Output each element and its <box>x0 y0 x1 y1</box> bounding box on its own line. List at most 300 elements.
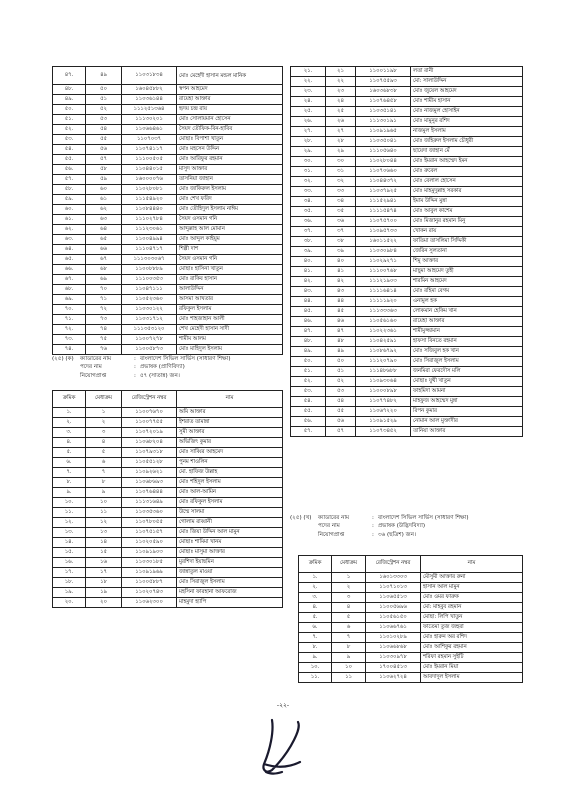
serial-cell: ৪. <box>53 438 86 448</box>
registration-cell: ১১০৬৮২০৪ <box>122 438 177 448</box>
table-row <box>53 325 283 335</box>
table-row <box>291 67 523 77</box>
header-registration: রেজিস্ট্রেশন নম্বর <box>366 556 421 573</box>
registration-cell: ১১১৫২৯৪১ <box>356 197 411 207</box>
table-row <box>53 598 283 608</box>
header-registration: রেজিস্ট্রেশন নম্বর <box>122 391 177 408</box>
merit-cell: ৫০ <box>326 357 356 367</box>
serial-cell: ৪. <box>299 603 332 613</box>
post-key: পদের নাম <box>318 523 340 530</box>
table-row <box>53 448 283 458</box>
merit-cell: ৪৩ <box>326 287 356 297</box>
serial-cell: ৫৭. <box>291 427 326 437</box>
name-cell: নোমান আল মুক্তাদীর <box>411 417 523 427</box>
serial-cell: ৩৭. <box>291 227 326 237</box>
table-row <box>53 468 283 478</box>
registration-cell: ১১০০৭৭৫৫ <box>122 418 177 428</box>
section-b-info <box>290 514 530 539</box>
serial-cell: ৫২. <box>291 377 326 387</box>
serial-cell: ২১. <box>291 67 326 77</box>
serial-cell: ৭. <box>299 633 332 643</box>
registration-cell: ১১০৫৫১২৮ <box>122 458 177 468</box>
table-row <box>299 653 523 663</box>
table-body <box>299 573 523 683</box>
merit-cell: ৫৩ <box>326 387 356 397</box>
name-cell: হৃদয় চন্দ্র রায় <box>177 105 283 115</box>
name-cell: মোঃ হারুন অর রশিদ <box>421 633 523 643</box>
merit-cell: ৩৪ <box>326 197 356 207</box>
registration-cell: ১১০৭৫৭০০ <box>356 217 411 227</box>
registration-cell: ১১১৩৫৩১২০ <box>122 325 177 335</box>
merit-cell: ১২ <box>86 518 122 528</box>
serial-cell: ৪৩. <box>291 287 326 297</box>
table-row <box>291 267 523 277</box>
name-cell: ইশরাত তামান্না <box>177 418 283 428</box>
table-row <box>53 295 283 305</box>
name-cell: মোঃ মাহিদুল ইসলাম <box>177 345 283 355</box>
name-cell: সৈয়দ ওসমান গনি <box>177 255 283 265</box>
merit-cell: ৭০ <box>86 285 122 295</box>
table-row <box>53 255 283 265</box>
separator: : <box>134 356 136 362</box>
serial-cell: ৩১. <box>291 167 326 177</box>
registration-cell: ১১০০৫৮৭৩ <box>122 345 177 355</box>
serial-cell: ৩৪. <box>291 197 326 207</box>
name-cell: মোছাঃ যুথী খাতুন <box>411 377 523 387</box>
merit-cell: ৭৬ <box>86 345 122 355</box>
serial-cell: ৩৯. <box>291 247 326 257</box>
registration-cell: ১১০৮৬৭৯২ <box>356 347 411 357</box>
table-row <box>291 297 523 307</box>
merit-list-table-continuation-right <box>290 66 523 437</box>
merit-cell: ৩৫ <box>326 207 356 217</box>
name-cell: মোঃ শাহজাহান আলী <box>177 315 283 325</box>
table-row <box>291 327 523 337</box>
name-cell: মোঃ তৌহিদুল ইসলাম নাঈম <box>177 205 283 215</box>
serial-cell: ৩. <box>53 428 86 438</box>
name-cell: জান্নাতুল মাওয়া <box>177 568 283 578</box>
registration-cell: ১১০০৫৬৯৬ <box>366 603 421 613</box>
registration-cell: ১১০২২৩৬১ <box>356 327 411 337</box>
serial-cell: ৭৪. <box>53 345 86 355</box>
name-cell: মাহফুজ আহম্মেদ মুন্না <box>411 397 523 407</box>
name-cell: মোঃ রুবেল <box>411 167 523 177</box>
name-cell: মাসুদ আক্তার <box>177 165 283 175</box>
table-row <box>53 428 283 438</box>
name-cell: আসমা আখতার <box>177 295 283 305</box>
registration-cell: ১১১৪৮৬৮৮ <box>356 367 411 377</box>
table-row <box>53 458 283 468</box>
registration-cell: ১১০৫৬১৫০ <box>366 613 421 623</box>
merit-list-table-continuation-left <box>52 66 283 355</box>
merit-cell: ৩৯ <box>326 247 356 257</box>
merit-cell: ৬ <box>332 623 366 633</box>
registration-cell: ১১১২৩০৬১ <box>122 225 177 235</box>
name-cell: সুমী আক্তার <box>177 428 283 438</box>
table-row <box>299 673 523 683</box>
registration-cell: ১১০২০৫৯০ <box>122 538 177 548</box>
table-row <box>299 603 523 613</box>
merit-cell: ২৫ <box>326 107 356 117</box>
registration-cell: ১১০৩৫০৪১ <box>356 137 411 147</box>
count-key: নিয়োগপ্রাপ্ত <box>80 372 107 379</box>
serial-cell: ৫৯. <box>53 195 86 205</box>
registration-cell: ১১১০২৭৮৪ <box>122 215 177 225</box>
table-row <box>291 157 523 167</box>
table-row <box>53 135 283 145</box>
name-cell: মোঃ নাজমুল হোসাইন <box>411 107 523 117</box>
merit-cell: ৫২ <box>326 377 356 387</box>
registration-cell: ১১০৯৫৭৩৩ <box>356 227 411 237</box>
registration-cell: ১১০৭৬৪৫৮ <box>356 97 411 107</box>
serial-cell: ৫৭. <box>53 175 86 185</box>
table-row <box>291 87 523 97</box>
registration-cell: ১১০৭৫১৫৭ <box>122 528 177 538</box>
table-row <box>53 478 283 488</box>
serial-cell: ৬৯. <box>53 295 86 305</box>
merit-cell: ৭৪ <box>86 325 122 335</box>
table-row <box>291 287 523 297</box>
registration-cell: ১১০৭৮০৫৫ <box>122 518 177 528</box>
name-cell: মহসিনা ফারহানা আফরোজ <box>177 588 283 598</box>
serial-cell: ৫৩. <box>53 135 86 145</box>
merit-cell: ৬৬ <box>86 245 122 255</box>
registration-cell: ১১০৭২০১৯ <box>122 428 177 438</box>
serial-cell: ৬৪. <box>53 245 86 255</box>
serial-cell: ১১. <box>53 508 86 518</box>
name-cell: ছায়েদা জাহান মেঁ <box>411 147 523 157</box>
merit-cell: ৭ <box>86 468 122 478</box>
table-row <box>291 387 523 397</box>
name-cell: মোঃ মহসেন উদ্দিন <box>177 145 283 155</box>
name-cell: জনমিরা ফেরদৌস মলি <box>411 367 523 377</box>
serial-cell: ৫৬. <box>291 417 326 427</box>
merit-cell: ৩ <box>86 428 122 438</box>
merit-cell: ৮ <box>86 478 122 488</box>
serial-cell: ৭৩. <box>53 335 86 345</box>
name-cell: হাফসা বিনতে রহমান <box>411 337 523 347</box>
separator: : <box>134 372 136 379</box>
merit-cell: ১ <box>86 408 122 418</box>
merit-cell: ১৯ <box>86 588 122 598</box>
table-row <box>291 347 523 357</box>
table-row <box>53 438 283 448</box>
merit-cell: ৫৬ <box>326 417 356 427</box>
name-cell: মো. হাফিজ উল্লাহ <box>177 468 283 478</box>
name-cell: মোঃ সিরাজুল ইসলাম <box>411 357 523 367</box>
name-cell: ফাতিমা তাসলিমা সিদ্দিকী <box>411 237 523 247</box>
table-row <box>291 257 523 267</box>
merit-cell: ২৯ <box>326 147 356 157</box>
name-cell: মোঃ শামীম হাসান <box>411 97 523 107</box>
serial-cell: ৫৩. <box>291 387 326 397</box>
table-row <box>53 568 283 578</box>
registration-cell: ১১০৪৭১১১ <box>122 285 177 295</box>
registration-cell: ১১০৯১৫২৯ <box>356 417 411 427</box>
serial-cell: ৫০. <box>53 105 86 115</box>
merit-cell: ৬০ <box>86 185 122 195</box>
separator: : <box>372 523 374 530</box>
table-row <box>53 558 283 568</box>
registration-cell: ১১০৩৭৯২৫ <box>356 187 411 197</box>
registration-cell: ১১০৭৯৩১৮ <box>122 448 177 458</box>
section-label: (২৫) (ক) <box>52 356 74 362</box>
name-cell: মোছাঃ হাসিনা খাতুন <box>177 265 283 275</box>
merit-cell: ৬৮ <box>86 265 122 275</box>
serial-cell: ৩০. <box>291 157 326 167</box>
registration-cell: ১১০৬৭২২০ <box>356 407 411 417</box>
name-cell: মোঃ শহিদুল ইসলাম <box>177 478 283 488</box>
separator: : <box>372 531 374 538</box>
section-label: (২৫) (খ) <box>290 515 312 521</box>
name-cell: মোঃ ইমরান মিয়া <box>421 663 523 673</box>
table-row <box>53 548 283 558</box>
merit-cell: ৫১ <box>326 367 356 377</box>
serial-cell: ৩৫. <box>291 207 326 217</box>
registration-cell: ১১১০০৩৫৩ <box>122 275 177 285</box>
serial-cell: ৪০. <box>291 257 326 267</box>
merit-cell: ৬ <box>86 458 122 468</box>
table-row <box>291 107 523 117</box>
name-cell: মোঃ ইমরান আহম্মেদ ইমন <box>411 157 523 167</box>
table-row <box>299 643 523 653</box>
serial-cell: ৪৫. <box>291 307 326 317</box>
serial-cell: ২. <box>53 418 86 428</box>
name-cell: পুনম শাওলিন <box>177 458 283 468</box>
table-row <box>53 275 283 285</box>
registration-cell: ১১০০৭৬৭০ <box>122 408 177 418</box>
name-cell: উম্মে সালমা <box>177 508 283 518</box>
serial-cell: ২৫. <box>291 107 326 117</box>
merit-cell: ২৭ <box>326 127 356 137</box>
registration-cell: ১১০৭৪১১৭ <box>122 145 177 155</box>
table-row <box>53 498 283 508</box>
merit-cell: ৪৮ <box>326 337 356 347</box>
table-row <box>291 397 523 407</box>
merit-cell: ৪৬ <box>326 317 356 327</box>
serial-cell: ৫০. <box>291 357 326 367</box>
table-row <box>53 95 283 105</box>
registration-cell: ১১০৩০৯৭৮ <box>366 653 421 663</box>
serial-cell: ৪৯. <box>53 95 86 105</box>
registration-cell: ১৬০১৩৩০৩ <box>366 573 421 583</box>
registration-cell: ১১১০০৭৬৮ <box>356 267 411 277</box>
name-cell: রায়েহা আক্তার <box>177 95 283 105</box>
header-serial: ক্রমিক <box>53 391 86 408</box>
registration-cell: ১১০৩১৭১২ <box>122 315 177 325</box>
name-cell: ইমাম উদ্দিন মুন্না <box>411 197 523 207</box>
table-row <box>291 237 523 247</box>
merit-cell: ৯ <box>86 488 122 498</box>
name-cell: মোঃ জাকিরুল ইসলাম <box>177 185 283 195</box>
merit-cell: ২ <box>332 583 366 593</box>
serial-cell: ৬৫. <box>53 255 86 265</box>
name-cell: মোঃ বেলাল হোসেন <box>411 177 523 187</box>
merit-cell: ৩২ <box>326 177 356 187</box>
table-row <box>53 205 283 215</box>
registration-cell: ১১০৫৬১৬০ <box>356 317 411 327</box>
registration-cell: ১১০৪৪০১৫ <box>122 165 177 175</box>
registration-cell: ১১০৩০১২২ <box>122 305 177 315</box>
table-row <box>291 317 523 327</box>
table-row <box>299 583 523 593</box>
merit-cell: ৬৩ <box>86 215 122 225</box>
registration-cell: ১১০৭৬৪৪৪ <box>122 488 177 498</box>
header-merit: মেধাক্রম <box>86 391 122 408</box>
name-cell: মাহমুদা হ্যাপি <box>177 598 283 608</box>
serial-cell: ৪১. <box>291 267 326 277</box>
serial-cell: ১৭. <box>53 568 86 578</box>
serial-cell: ৪৯. <box>291 347 326 357</box>
table-row <box>53 165 283 175</box>
serial-cell: ২৮. <box>291 137 326 147</box>
name-cell: রিপন কুমার <box>411 407 523 417</box>
registration-cell: ১১০৯১৯৬৫ <box>356 127 411 137</box>
table-row <box>299 573 523 583</box>
serial-cell: ৪৬. <box>291 317 326 327</box>
registration-cell: ১১০০৫৮৮৭ <box>122 578 177 588</box>
name-cell: নাজমুল ইসলাম <box>411 127 523 137</box>
serial-cell: ৪৭. <box>291 327 326 337</box>
name-cell: স্বপন আহমেদ <box>177 85 283 95</box>
count-value: ৫৭ (সাতান্ন) জন। <box>140 372 180 379</box>
table-row <box>291 127 523 137</box>
serial-cell: ১৪. <box>53 538 86 548</box>
merit-cell: ১১ <box>332 673 366 683</box>
registration-cell: ১১০৭১০১৩ <box>366 583 421 593</box>
table-row <box>53 125 283 135</box>
merit-cell: ৬১ <box>86 195 122 205</box>
name-cell: মোঃ রহিমা বেগম <box>411 287 523 297</box>
name-cell: শিল্পী দাশ <box>177 245 283 255</box>
registration-cell: ১১১৩০১৯১ <box>356 117 411 127</box>
merit-cell: ৫ <box>332 613 366 623</box>
registration-cell: ১১০৮৪৪৪০ <box>122 205 177 215</box>
serial-cell: ৩. <box>299 593 332 603</box>
table-row <box>291 147 523 157</box>
table-row <box>53 67 283 85</box>
table-row <box>291 367 523 377</box>
table-row <box>53 185 283 195</box>
name-cell: তানিয়া আক্তার <box>411 427 523 437</box>
name-cell: মোঃ সিরাজুল ইসলাম <box>177 578 283 588</box>
serial-cell: ২৯. <box>291 147 326 157</box>
registration-cell: ১১১১১৯২০ <box>356 297 411 307</box>
registration-cell: ১১১২১৯০৩ <box>356 277 411 287</box>
registration-cell: ১১০৯২৬২১ <box>122 468 177 478</box>
merit-cell: ৬৯ <box>86 275 122 285</box>
serial-cell: ১০. <box>53 498 86 508</box>
registration-cell: ১১০২৮০৮১ <box>122 185 177 195</box>
serial-cell: ৬৭. <box>53 275 86 285</box>
serial-cell: ৫. <box>299 613 332 623</box>
merit-cell: ২৩ <box>326 87 356 97</box>
merit-cell: ২ <box>86 418 122 428</box>
table-row <box>53 195 283 205</box>
signature <box>254 712 310 782</box>
merit-cell: ৫১ <box>86 95 122 105</box>
registration-cell: ১৭০০৪৫১৩ <box>366 663 421 673</box>
merit-list-table-botany <box>298 555 523 683</box>
registration-cell: ১১০৭৫৫৯৩ <box>356 77 411 87</box>
name-cell: মোঃ জহিরুল ইসলাম চৌধুরী <box>411 137 523 147</box>
registration-cell: ১১১৩৩৩৬৩ <box>356 307 411 317</box>
cadre-value: বাংলাদেশ সিভিল সার্ভিস (সাধারণ শিক্ষা) <box>378 515 469 521</box>
serial-cell: ২২. <box>291 77 326 87</box>
serial-cell: ৪৭. <box>53 67 86 85</box>
registration-cell: ১১০৩০৯৮৪ <box>356 247 411 257</box>
table-row <box>291 277 523 287</box>
name-cell: মৌসুমী আক্তার রুনা <box>421 573 523 583</box>
serial-cell: ৭২. <box>53 325 86 335</box>
serial-cell: ৫. <box>53 448 86 458</box>
merit-cell: ৪০ <box>326 257 356 267</box>
separator: : <box>372 515 374 521</box>
merit-cell: ৩ <box>332 593 366 603</box>
section-a-info <box>52 355 292 380</box>
table-row <box>291 417 523 427</box>
merit-cell: ১৪ <box>86 538 122 548</box>
serial-cell: ৬. <box>53 458 86 468</box>
merit-cell: ২৮ <box>326 137 356 147</box>
merit-cell: ৫৭ <box>326 427 356 437</box>
table-row <box>291 307 523 317</box>
serial-cell: ২৪. <box>291 97 326 107</box>
serial-cell: ৬২. <box>53 225 86 235</box>
merit-cell: ৫০ <box>86 85 122 95</box>
merit-cell: ২০ <box>86 598 122 608</box>
table-row <box>291 217 523 227</box>
table-row <box>53 528 283 538</box>
table-row <box>291 77 523 87</box>
name-cell: মোঃ শেখ ফরিদ <box>177 195 283 205</box>
merit-cell: ৫২ <box>86 105 122 115</box>
table-row <box>53 85 283 95</box>
name-cell: তাসনিয়া জাহান <box>177 175 283 185</box>
name-cell: আবদাদুল ইসলাম <box>421 673 523 683</box>
serial-cell: ৭০. <box>53 305 86 315</box>
table-row <box>53 225 283 235</box>
merit-cell: ৪৪ <box>326 297 356 307</box>
table-row <box>53 265 283 275</box>
merit-cell: ১০ <box>86 498 122 508</box>
name-cell: মো: মাহবুব রহমান <box>421 603 523 613</box>
merit-cell: ৫৫ <box>326 407 356 417</box>
merit-cell: ২২ <box>326 77 356 87</box>
cadre-value: বাংলাদেশ সিভিল সার্ভিস (সাধারণ শিক্ষা) <box>140 356 231 362</box>
merit-cell: ১৬ <box>86 558 122 568</box>
registration-cell: ১১০৯৩০৬৪ <box>356 377 411 387</box>
name-cell: মুরশিদা ইয়াছমিন <box>177 558 283 568</box>
registration-cell: ১১০৩০১৮৫ <box>122 558 177 568</box>
table-row <box>53 408 283 418</box>
name-cell: মোঃ আল-আমিন <box>177 488 283 498</box>
serial-cell: ৪২. <box>291 277 326 287</box>
registration-cell: ১১০৬৮৬৯৩ <box>122 478 177 488</box>
table-row <box>53 115 283 125</box>
name-cell: মোছাঃ শামিমা খানম <box>177 538 283 548</box>
table-row <box>53 245 283 255</box>
table-row <box>291 337 523 347</box>
serial-cell: ৫৬. <box>53 165 86 175</box>
table-row <box>299 633 523 643</box>
name-cell: মোঃ রফিকুল ইসলাম <box>177 498 283 508</box>
name-cell: শরিফা রহমান সুইটি <box>421 653 523 663</box>
merit-cell: ৬৪ <box>86 225 122 235</box>
registration-cell: ১১০৯১৯৬৯ <box>122 568 177 578</box>
name-cell: মোঃ মিজানুর রহমান মিনু <box>411 217 523 227</box>
merit-cell: ৫৮ <box>86 165 122 175</box>
